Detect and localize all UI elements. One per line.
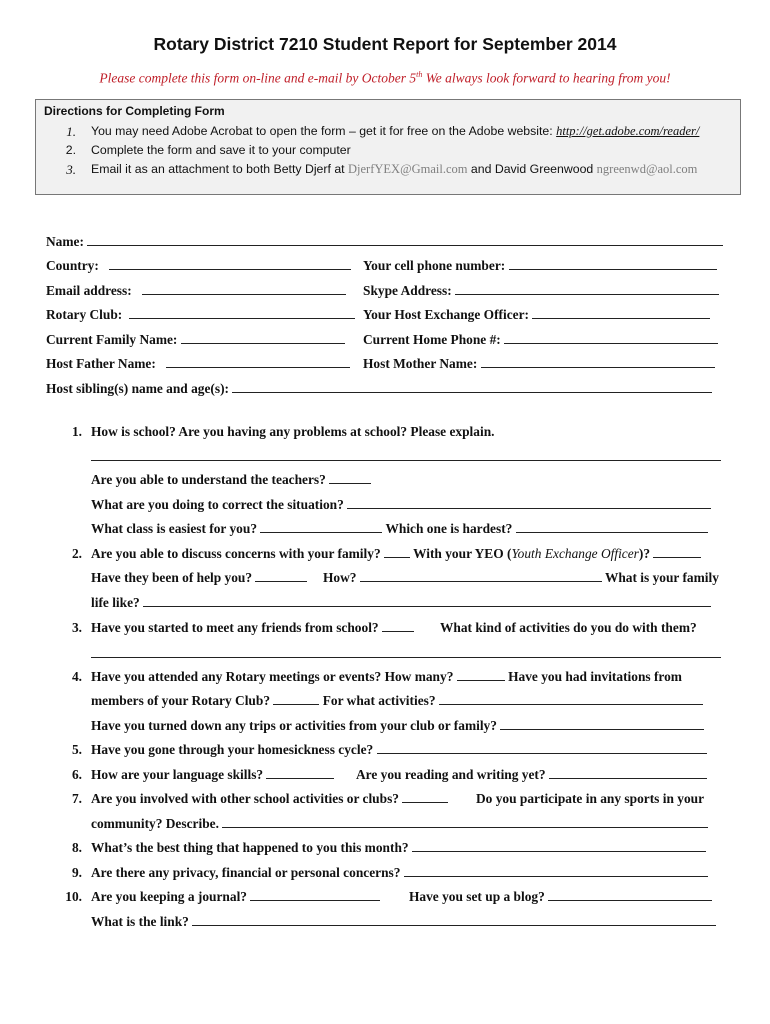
question-text: How?: [323, 570, 357, 585]
answer-line[interactable]: [360, 570, 602, 582]
field-label: Current Home Phone #:: [363, 332, 501, 347]
directions-heading: Directions for Completing Form: [44, 104, 225, 118]
question-text: Are you able to understand the teachers?: [91, 472, 326, 487]
question-text: What class is easiest for you?: [91, 521, 258, 536]
question-text-row: [91, 742, 707, 758]
directions-box: [35, 99, 741, 195]
email-input-line[interactable]: [142, 283, 346, 295]
answer-line[interactable]: [439, 693, 703, 705]
answer-line[interactable]: [273, 693, 319, 705]
host-father-input-line[interactable]: [166, 356, 350, 368]
question-number: 2.: [71, 546, 82, 561]
siblings-input-line[interactable]: [232, 381, 712, 393]
name-input-line[interactable]: [87, 234, 723, 246]
field-label: Email address:: [46, 283, 132, 298]
question-text: )?: [638, 546, 651, 561]
answer-line[interactable]: [260, 521, 382, 533]
q4-turned-down[interactable]: [91, 718, 704, 734]
directions-item-text: Complete the form and save it to your computer: [91, 143, 351, 157]
question-text: Have you turned down any trips or activities from your club or family?: [91, 718, 497, 733]
question-text: What is the link?: [91, 914, 189, 929]
answer-line[interactable]: [192, 914, 716, 926]
name-field[interactable]: [46, 234, 723, 250]
subtitle: [0, 70, 770, 87]
cell-field[interactable]: [363, 258, 717, 274]
subtitle-sup: th: [416, 70, 423, 79]
subtitle-text: Please complete this form on-line and e-mail by October 5: [99, 70, 417, 86]
question-text-row: [91, 791, 448, 807]
family-field[interactable]: [46, 332, 345, 348]
page-title: Rotary District 7210 Student Report for September 2014: [153, 34, 617, 54]
question-text-row: [409, 889, 712, 905]
q2-help[interactable]: [91, 570, 307, 586]
question-text: Have you gone through your homesickness cycle?: [91, 742, 374, 757]
question-text-row: [91, 865, 708, 881]
subtitle-text-end: We always look forward to hearing from you!: [422, 70, 671, 86]
question-number: 1.: [71, 424, 82, 439]
question-text-row: [91, 620, 414, 636]
answer-line[interactable]: [222, 816, 708, 828]
question-number: 9.: [71, 865, 82, 880]
country-input-line[interactable]: [109, 258, 351, 270]
answer-line[interactable]: [549, 767, 707, 779]
host-officer-field[interactable]: [363, 307, 710, 323]
question-text: What is your family: [604, 570, 719, 585]
family-input-line[interactable]: [181, 332, 345, 344]
field-label: Your Host Exchange Officer:: [363, 307, 529, 322]
field-label: Name:: [46, 234, 84, 249]
answer-line[interactable]: [548, 889, 712, 901]
field-label: Skype Address:: [363, 283, 452, 298]
question-text: What are you doing to correct the situation?: [91, 497, 344, 512]
club-field[interactable]: [46, 307, 355, 323]
question-text: members of your Rotary Club?: [91, 693, 271, 708]
question-text: With your YEO (: [413, 546, 512, 561]
answer-line[interactable]: [404, 865, 708, 877]
q1-easiest[interactable]: [91, 521, 708, 537]
question-text-row: [91, 889, 380, 905]
club-input-line[interactable]: [129, 307, 355, 319]
question-text: Do you participate in any sports in your: [476, 791, 705, 806]
host-father-field[interactable]: [46, 356, 350, 372]
answer-line[interactable]: [412, 840, 706, 852]
question-text: What kind of activities do you do with them?: [440, 620, 697, 635]
answer-line[interactable]: [255, 570, 307, 582]
question-text: Have you had invitations from: [508, 669, 682, 684]
siblings-field[interactable]: [46, 381, 712, 397]
skype-field[interactable]: [363, 283, 719, 299]
email-link-david[interactable]: ngreenwd@aol.com: [596, 162, 698, 176]
skype-input-line[interactable]: [455, 283, 719, 295]
field-label: Host Mother Name:: [363, 356, 478, 371]
answer-line[interactable]: [347, 497, 711, 509]
question-text: What’s the best thing that happened to you this month?: [91, 840, 409, 855]
question-text-row: [91, 767, 334, 783]
directions-item-text: [91, 124, 699, 139]
home-phone-field[interactable]: [363, 332, 718, 348]
answer-line[interactable]: [91, 646, 721, 658]
q1-teachers[interactable]: [91, 472, 371, 488]
question-text: How is school? Are you having any problems at school? Please explain.: [91, 424, 495, 439]
question-number: 4.: [71, 669, 82, 684]
question-number: 6.: [71, 767, 82, 782]
host-officer-input-line[interactable]: [532, 307, 710, 319]
email-link-betty[interactable]: DjerfYEX@Gmail.com: [348, 162, 468, 176]
question-number: 5.: [71, 742, 82, 757]
answer-line[interactable]: [516, 521, 708, 533]
answer-line[interactable]: [384, 546, 410, 558]
question-text: Have you set up a blog?: [409, 889, 545, 904]
question-text: Are you able to discuss concerns with your family?: [91, 546, 381, 561]
answer-line[interactable]: [653, 546, 701, 558]
answer-line[interactable]: [457, 669, 505, 681]
question-text: How are your language skills?: [91, 767, 264, 782]
field-label: Current Family Name:: [46, 332, 178, 347]
answer-line[interactable]: [382, 620, 414, 632]
answer-line[interactable]: [377, 742, 707, 754]
question-number: 7.: [71, 791, 82, 806]
answer-line[interactable]: [329, 472, 371, 484]
question-number: 8.: [71, 840, 82, 855]
question-text-row: [91, 840, 706, 856]
question-text-row: [91, 546, 701, 562]
question-text: Have you started to meet any friends from school?: [91, 620, 379, 635]
question-text: Have you attended any Rotary meetings or events? How many?: [91, 669, 454, 684]
answer-line[interactable]: [500, 718, 704, 730]
question-text: For what activities?: [322, 693, 436, 708]
cell-input-line[interactable]: [509, 258, 717, 270]
directions-item-text: [91, 162, 697, 177]
adobe-link[interactable]: http://get.adobe.com/reader/: [556, 124, 700, 138]
q2-life[interactable]: [91, 595, 711, 611]
q4-members[interactable]: [91, 693, 703, 709]
directions-item-num: 2.: [65, 143, 76, 157]
q10-link[interactable]: [91, 914, 716, 930]
field-label: Host Father Name:: [46, 356, 156, 371]
answer-line[interactable]: [250, 889, 380, 901]
q1-correct[interactable]: [91, 497, 711, 513]
question-text: community? Describe.: [91, 816, 219, 831]
directions-text: and David Greenwood: [467, 162, 597, 176]
field-label: Host sibling(s) name and age(s):: [46, 381, 230, 396]
q2-how[interactable]: [323, 570, 719, 586]
question-text: Youth Exchange Officer: [511, 546, 639, 561]
directions-text: Email it as an attachment to both Betty Djerf at: [91, 162, 348, 176]
question-text-row: [91, 669, 682, 685]
directions-item-num: 3.: [66, 162, 76, 177]
question-text: Are you keeping a journal?: [91, 889, 247, 904]
question-text-row: [356, 767, 707, 783]
email-field[interactable]: [46, 283, 346, 299]
q7-community[interactable]: [91, 816, 708, 832]
directions-item-num: 1.: [66, 124, 76, 139]
question-number: 3.: [71, 620, 82, 635]
field-label: Rotary Club:: [46, 307, 123, 322]
country-field[interactable]: [46, 258, 351, 274]
question-text: Have they been of help you?: [91, 570, 253, 585]
question-text: Are you reading and writing yet?: [356, 767, 546, 782]
field-label: Country:: [46, 258, 99, 273]
directions-text: You may need Adobe Acrobat to open the form – get it for free on the Adobe website:: [91, 124, 557, 138]
question-number: 10.: [65, 889, 82, 904]
question-text: Which one is hardest?: [385, 521, 513, 536]
question-text: life like?: [91, 595, 140, 610]
question-text: Are you involved with other school activities or clubs?: [91, 791, 399, 806]
host-mother-input-line[interactable]: [481, 356, 715, 368]
home-phone-input-line[interactable]: [504, 332, 718, 344]
answer-line[interactable]: [402, 791, 448, 803]
answer-line[interactable]: [143, 595, 711, 607]
answer-line[interactable]: [91, 449, 721, 461]
answer-line[interactable]: [266, 767, 334, 779]
field-label: Your cell phone number:: [363, 258, 506, 273]
question-text: Are there any privacy, financial or personal concerns?: [91, 865, 401, 880]
host-mother-field[interactable]: [363, 356, 715, 372]
